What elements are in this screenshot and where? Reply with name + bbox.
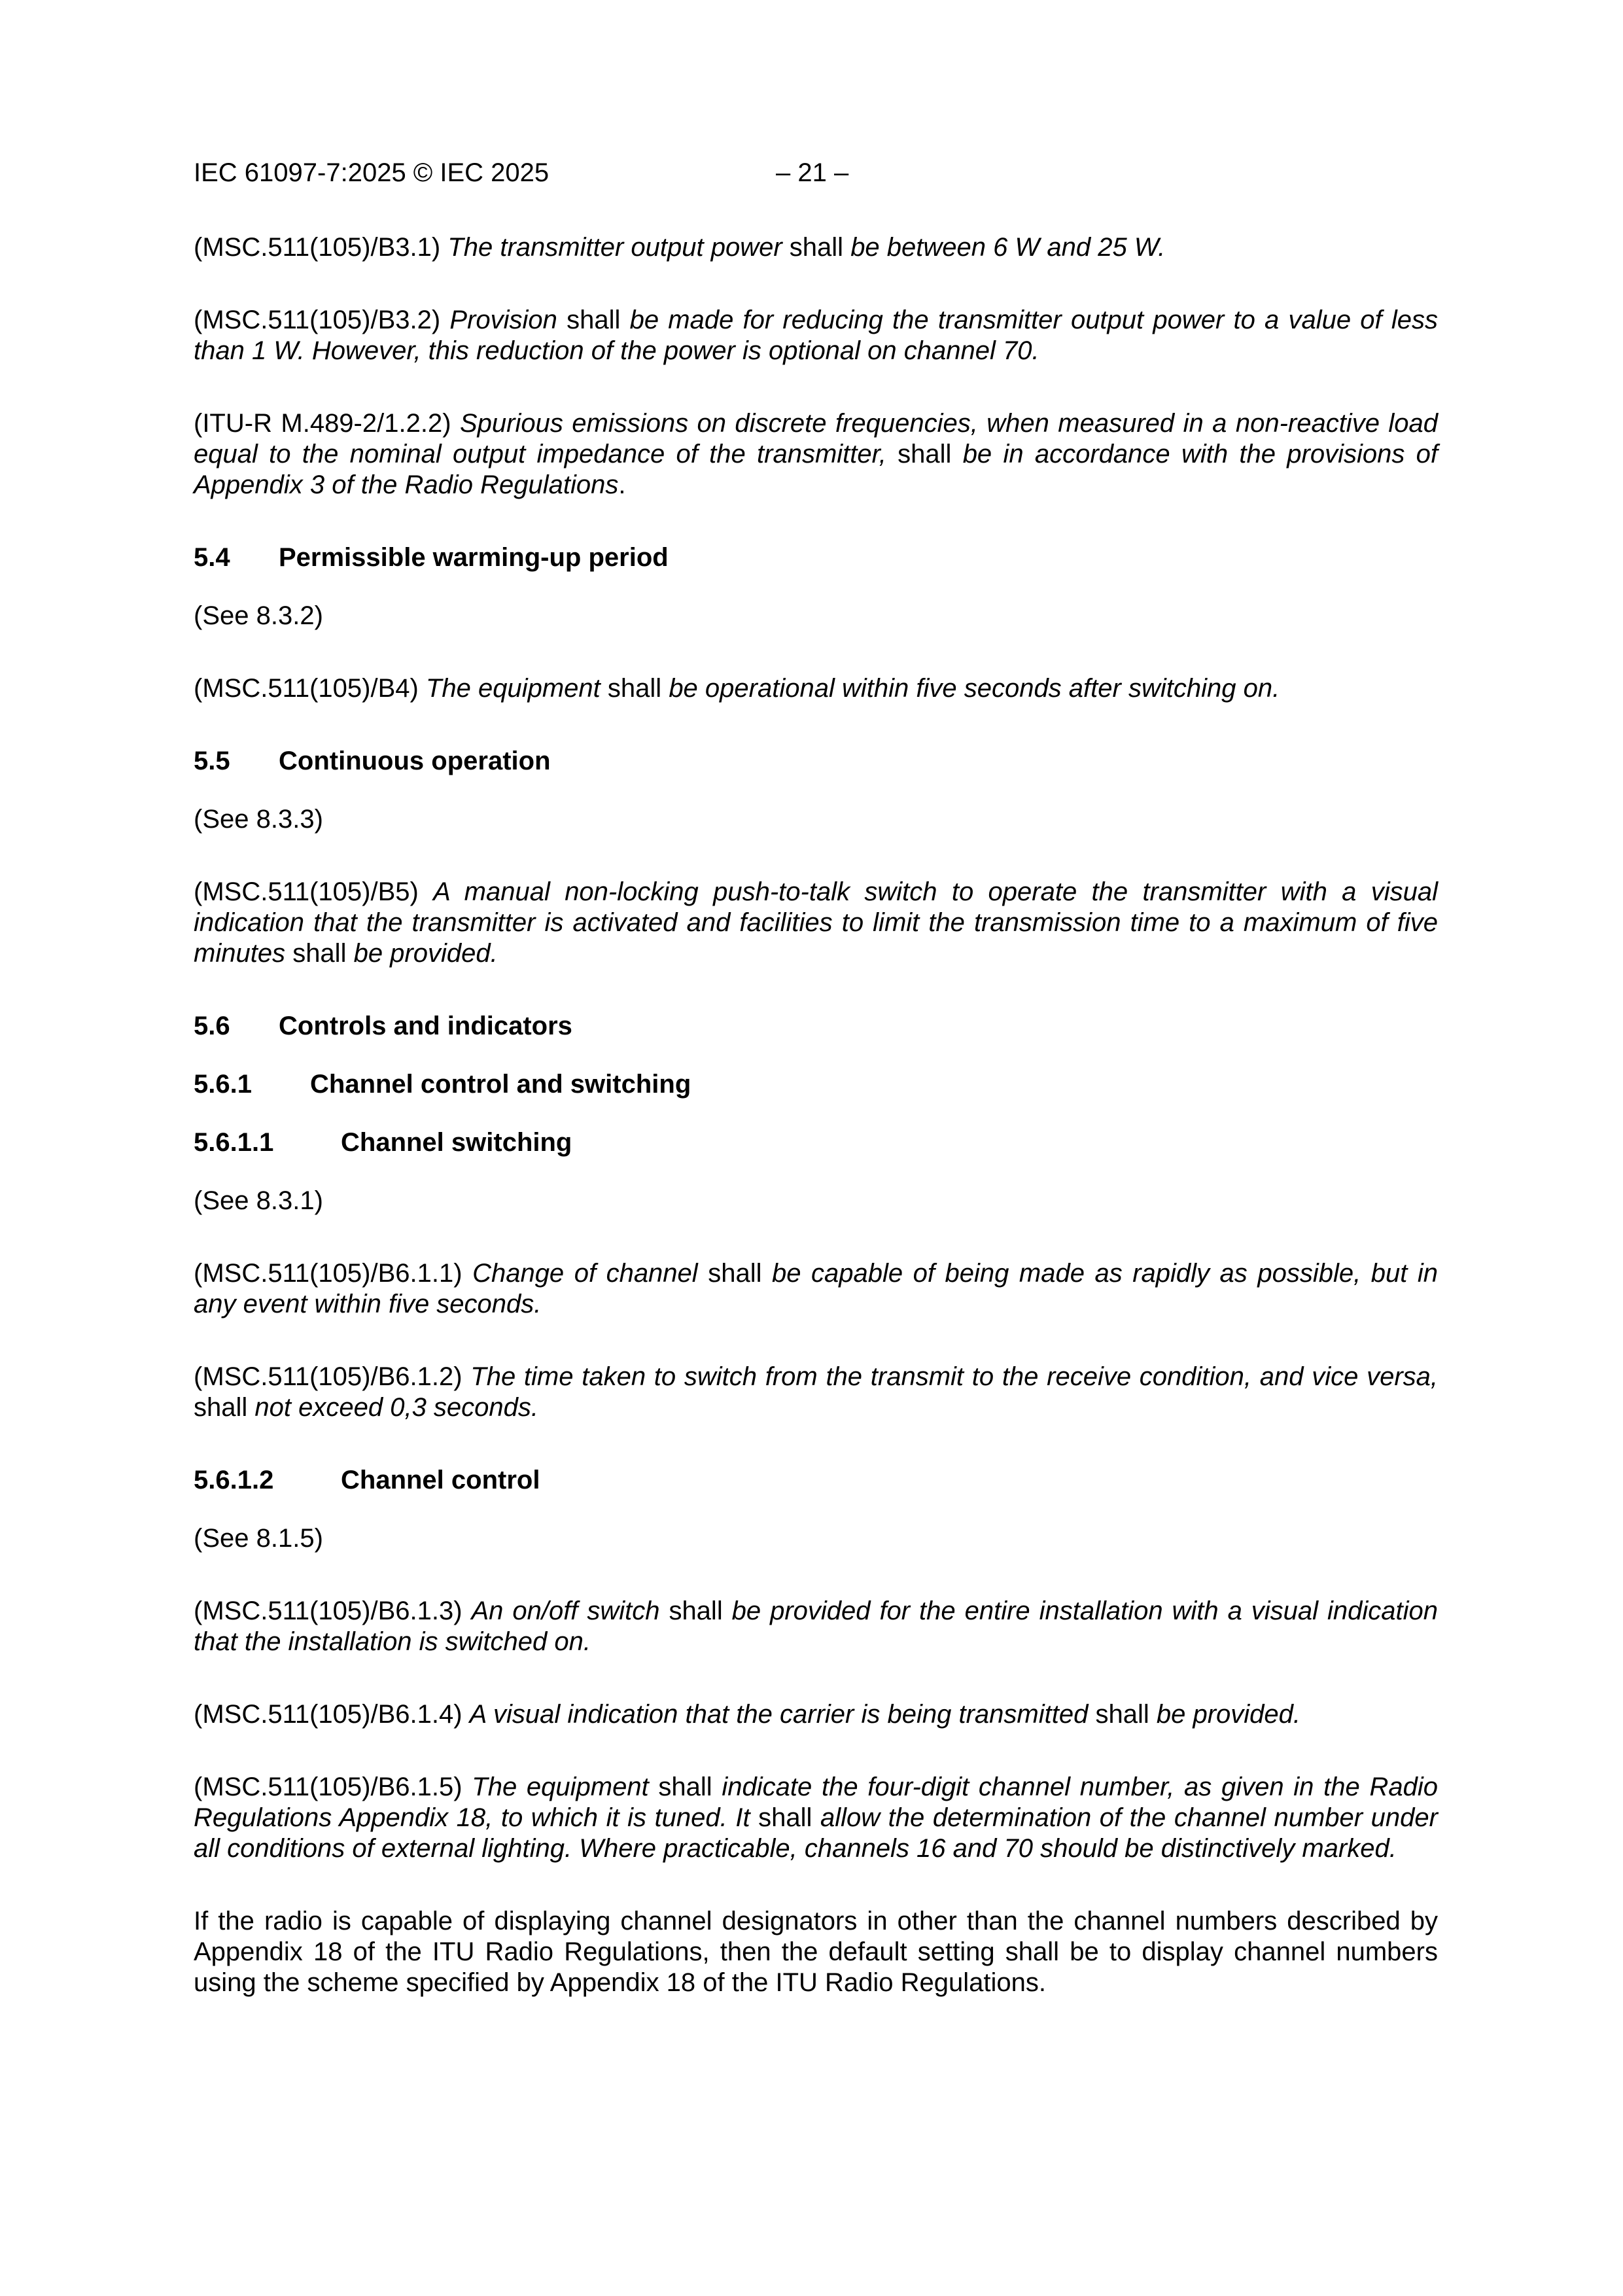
requirement-b6-1-1: (MSC.511(105)/B6.1.1) Change of channel shall be capable of being made as rapidly as possible, but in any event within five seconds. xyxy=(194,1259,1438,1318)
see-reference: (See 8.3.2) xyxy=(194,601,323,630)
heading-5-6: 5.6 Controls and indicators xyxy=(194,1012,572,1040)
requirement-b4: (MSC.511(105)/B4) The equipment shall be operational within five seconds after switching on. xyxy=(194,674,1280,703)
requirement-b6-1-5: (MSC.511(105)/B6.1.5) The equipment shall indicate the four-digit channel number, as given in the Radio Regulations Appendix 18, to which it is tuned. It shall allow the determination of the channel number under all conditions of external lighting. Where practicable, channels 16 and 70 should be distinctively marked. xyxy=(194,1773,1438,1863)
heading-5-5: 5.5 Continuous operation xyxy=(194,747,551,775)
page-number: – 21 – xyxy=(776,158,849,187)
see-reference: (See 8.1.5) xyxy=(194,1524,323,1553)
requirement-b6-1-4: (MSC.511(105)/B6.1.4) A visual indication that the carrier is being transmitted shall be provided. xyxy=(194,1700,1300,1729)
header-standard-id: IEC 61097-7:2025 © IEC 2025 xyxy=(194,158,550,187)
heading-5-6-1-1: 5.6.1.1 Channel switching xyxy=(194,1128,572,1157)
requirement-b3-2: (MSC.511(105)/B3.2) Provision shall be made for reducing the transmitter output power to a value of less than 1 W. However, this reduction of the power is optional on channel 70. xyxy=(194,306,1438,365)
see-reference: (See 8.3.3) xyxy=(194,805,323,834)
requirement-itu-spurious: (ITU-R M.489-2/1.2.2) Spurious emissions on discrete frequencies, when measured in a non-reactive load equal to the nominal output impedance of the transmitter, shall be in accordance with the provisions of Appendix 3 of the Radio Regulations. xyxy=(194,409,1438,499)
requirement-b6-1-3: (MSC.511(105)/B6.1.3) An on/off switch shall be provided for the entire installation with a visual indication that the installation is switched on. xyxy=(194,1597,1438,1656)
default-setting-paragraph: If the radio is capable of displaying channel designators in other than the channel numbers described by Appendix 18 of the ITU Radio Regulations, then the default setting shall be to display channel numbers using the scheme specified by Appendix 18 of the ITU Radio Regulations. xyxy=(194,1907,1438,1997)
see-reference: (See 8.3.1) xyxy=(194,1186,323,1215)
heading-5-6-1-2: 5.6.1.2 Channel control xyxy=(194,1466,540,1494)
document-body xyxy=(194,232,1438,1998)
requirement-b5: (MSC.511(105)/B5) A manual non-locking push-to-talk switch to operate the transmitter with a visual indication that the transmitter is activated and facilities to limit the transmission time to a maximum of five minutes shall be provided. xyxy=(194,877,1438,968)
heading-5-4: 5.4 Permissible warming-up period xyxy=(194,543,669,572)
heading-5-6-1: 5.6.1 Channel control and switching xyxy=(194,1070,691,1099)
requirement-b3-1: (MSC.511(105)/B3.1) The transmitter output power shall be between 6 W and 25 W. xyxy=(194,233,1166,262)
requirement-b6-1-2: (MSC.511(105)/B6.1.2) The time taken to switch from the transmit to the receive condition, and vice versa, shall not exceed 0,3 seconds. xyxy=(194,1362,1438,1422)
page-header xyxy=(194,156,849,190)
